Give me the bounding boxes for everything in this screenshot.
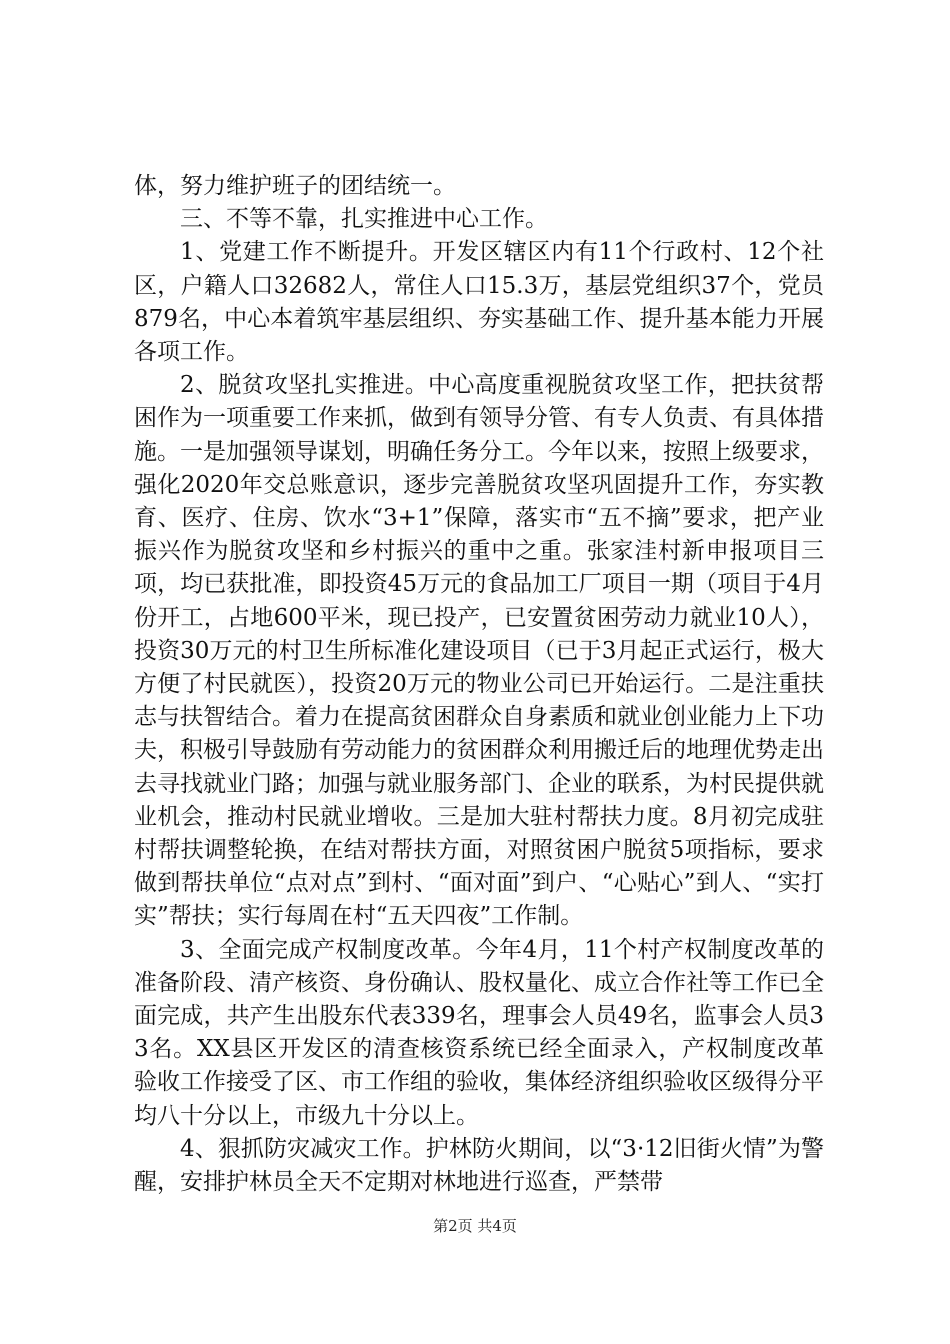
- paragraph-poverty-alleviation: 2、脱贫攻坚扎实推进。中心高度重视脱贫攻坚工作，把扶贫帮困作为一项重要工作来抓，做到有领导分管、有专人负责、有具体措施。一是加强领导谋划，明确任务分工。今年以来，按照上级要求，强化2020年交总账意识，逐步完善脱贫攻坚巩固提升工作，夯实教育、医疗、住房、饮水“3+1”保障，落实市“五不摘”要求，把产业振兴作为脱贫攻坚和乡村振兴的重中之重。张家洼村新申报项目三项，均已获批准，即投资45万元的食品加工厂项目一期（项目于4月份开工，占地600平米，现已投产，已安置贫困劳动力就业10人），投资30万元的村卫生所标准化建设项目（已于3月起正式运行，极大方便了村民就医），投资20万元的物业公司已开始运行。二是注重扶志与扶智结合。着力在提高贫困群众自身素质和就业创业能力上下功夫，积极引导鼓励有劳动能力的贫困群众利用搬迁后的地理优势走出去寻找就业门路；加强与就业服务部门、企业的联系，为村民提供就业机会，推动村民就业增收。三是加大驻村帮扶力度。8月初完成驻村帮扶调整轮换，在结对帮扶方面，对照贫困户脱贫5项指标，要求做到帮扶单位“点对点”到村、“面对面”到户、“心贴心”到人、“实打实”帮扶；实行每周在村“五天四夜”工作制。: [134, 372, 824, 930]
- paragraph-party-building: 1、党建工作不断提升。开发区辖区内有11个行政村、12个社区，户籍人口32682人，常住人口15.3万，基层党组织37个，党员879名，中心本着筑牢基层组织、夯实基础工作、提升基本能力开展各项工作。: [134, 239, 824, 366]
- paragraph-continuation: 体，努力维护班子的团结统一。: [134, 173, 456, 199]
- paragraph-property-reform: 3、全面完成产权制度改革。今年4月，11个村产权制度改革的准备阶段、清产核资、身份确认、股权量化、成立合作社等工作已全面完成，共产生出股东代表339名，理事会人员49名，监事会人员33名。XX县区开发区的清查核资系统已经全面录入，产权制度改革验收工作接受了区、市工作组的验收，集体经济组织验收区级得分平均八十分以上，市级九十分以上。: [134, 936, 824, 1129]
- page-number-footer: 第2页 共4页: [433, 1217, 517, 1235]
- paragraph-disaster-prevention: 4、狠抓防灾减灾工作。护林防火期间，以“3·12旧街火情”为警醒，安排护林员全天不定期对林地进行巡查，严禁带: [134, 1135, 824, 1196]
- section-heading: 三、不等不靠，扎实推进中心工作。: [180, 206, 548, 233]
- document-body: [134, 170, 824, 1199]
